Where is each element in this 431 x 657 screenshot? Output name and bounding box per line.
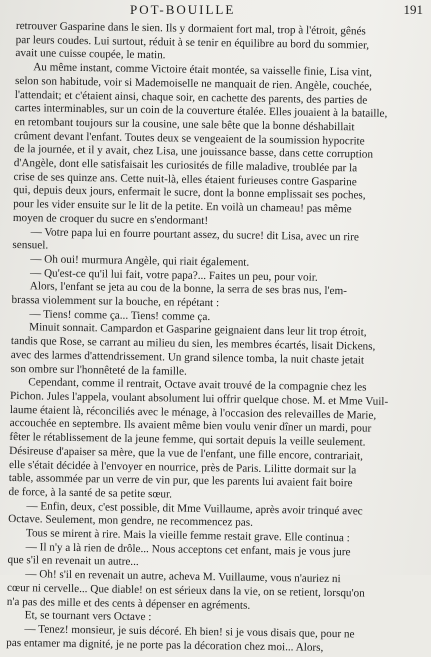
- text-line: de force, à la santé de sa petite sœur.: [8, 485, 173, 501]
- text-line: pour les vider ensuite sur le lit de la petite. En voilà un chameau! pas même: [13, 198, 352, 216]
- body-text: [6, 20, 426, 657]
- text-line: accouchée en septembre. Ils avaient même bien voulu venir dîner un mardi, pour: [9, 417, 372, 436]
- text-line: crûment devant l'enfant. Toutes deux se vengeaient de la soumission hypocrite: [14, 129, 365, 148]
- page-number: 191: [403, 2, 423, 17]
- text-line: — Enfin, deux, c'est possible, dit Mme Vuillaume, après avoir trinqué avec: [26, 499, 363, 518]
- text-line: son ombre sur l'honnêteté de la famille.: [10, 362, 187, 378]
- text-line: — Tenez! monsieur, je suis décoré. Eh bien! si je vous disais que, pour ne: [24, 623, 355, 641]
- text-line: l'attendait; et c'étaient ainsi, chaque soir, en cachette des parents, des parties de: [14, 88, 368, 107]
- text-line: cartes interminables, sur un coin de la couverture étalée. Elles jouaient à la bataille,: [14, 102, 388, 121]
- text-line: pas entamer ma dignité, je ne porte pas la décoration chez moi... Alors,: [6, 636, 324, 654]
- text-line: en retombant toujours sur la cousine, une sale bête que la bonne déshabillait: [14, 115, 355, 134]
- text-line: Minuit sonnait. Campardon et Gasparine geignaient dans leur lit trop étroit,: [29, 321, 367, 340]
- running-title: POT-BOUILLE: [130, 2, 236, 17]
- text-line: moyen de croquer du sucre en s'endormant!: [12, 211, 209, 227]
- text-line: que s'il en revenait un autre...: [7, 554, 139, 569]
- text-line: — Oh! s'il en revenait un autre, acheva M. Vuillaume, vous n'auriez ni: [25, 568, 341, 586]
- text-line: — Oh oui! murmura Angèle, qui riait également.: [30, 253, 250, 269]
- text-line: table, assommée par un verre de vin pur, que les parents lui avaient fait boire: [8, 472, 353, 490]
- text-line: crise de ses quinze ans. Cette nuit-là, elles étaient furieuses contre Gasparine: [13, 170, 357, 189]
- text-line: — Tiens! comme ça... Tiens! comme ça.: [29, 308, 211, 323]
- text-line: avec des larmes d'attendrissement. Un grand silence tomba, la nuit chaste jetait: [10, 348, 365, 367]
- text-line: d'Angèle, dont elle satisfaisait les curiosités de fille maladive, troublée par la: [13, 157, 358, 175]
- text-line: brassa violemment sur la bouche, en répétant :: [11, 294, 220, 310]
- text-line: Octave. Seulement, mon gendre, ne recommencez pas.: [8, 513, 254, 530]
- text-line: retrouver Gasparine dans le sien. Ils y dormaient fort mal, trop à l'étroit, gênés: [15, 20, 366, 38]
- text-line: tandis que Rose, se carrant au milieu du sien, les membres écartés, lisait Dickens,: [10, 335, 376, 353]
- text-line: qui, depuis deux jours, enfermait le sucre, dont la bonne emplissait ses poches,: [13, 184, 366, 202]
- page-header: [0, 2, 431, 20]
- text-line: Tous se mirent à rire. Mais la vieille femme restait grave. Elle continua :: [25, 527, 350, 545]
- text-line: sensuel.: [12, 239, 49, 252]
- text-line: cœur ni cervelle... Que diable! on est sérieux dans la vie, on se retient, lorsqu'on: [6, 581, 365, 600]
- text-line: de la journée, et il y avait, chez Lisa, une jouissance basse, dans cette corruption: [13, 143, 374, 161]
- text-line: Et, se tournant vers Octave :: [24, 609, 152, 624]
- text-line: selon son habitude, voir si Mademoiselle ne manquait de rien. Angèle, couchée,: [14, 74, 373, 93]
- text-line: Au même instant, comme Victoire était montée, sa vaisselle finie, Lisa vint,: [33, 61, 373, 79]
- text-line: fêter le rétablissement de la jeune femme, qui sortait depuis la veille seulement.: [9, 431, 366, 449]
- text-line: laume étaient là, réconciliés avec le ménage, à l'occasion des relevailles de Marie,: [9, 403, 377, 422]
- text-line: Désireuse d'apaiser sa mère, que la vue de l'enfant, une fille encore, contrariait,: [9, 444, 364, 463]
- text-line: — Votre papa lui en fourre pourtant assez, du sucre! dit Lisa, avec un rire: [30, 225, 359, 243]
- text-line: avait une cuisse coupée, le matin.: [15, 47, 166, 62]
- text-line: — Qu'est-ce qu'il lui fait, votre papa?... Faites un peu, pour voir.: [29, 266, 318, 284]
- text-line: Cependant, comme il rentrait, Octave avait trouvé de la compagnie chez les: [28, 376, 367, 394]
- text-line: — Il n'y a là rien de drôle... Nous acceptons cet enfant, mais je vous jure: [25, 540, 351, 559]
- text-line: Alors, l'enfant se jeta au cou de la bonne, la serra de ses bras nus, l'em-: [29, 280, 348, 298]
- text-line: par leurs coudes. Lui surtout, réduit à se tenir en équilibre au bord du sommier,: [15, 33, 370, 52]
- text-line: Pichon. Jules l'appela, voulant absolument lui offrir quelque chose. M. et Mme Vuil-: [10, 389, 389, 408]
- text-line: elle s'était décidée à l'envoyer en nourrice, près de Paris. Lilitte dormait sur la: [8, 458, 357, 476]
- text-line: n'a pas des mille et des cents à dépenser en agréments.: [6, 595, 251, 612]
